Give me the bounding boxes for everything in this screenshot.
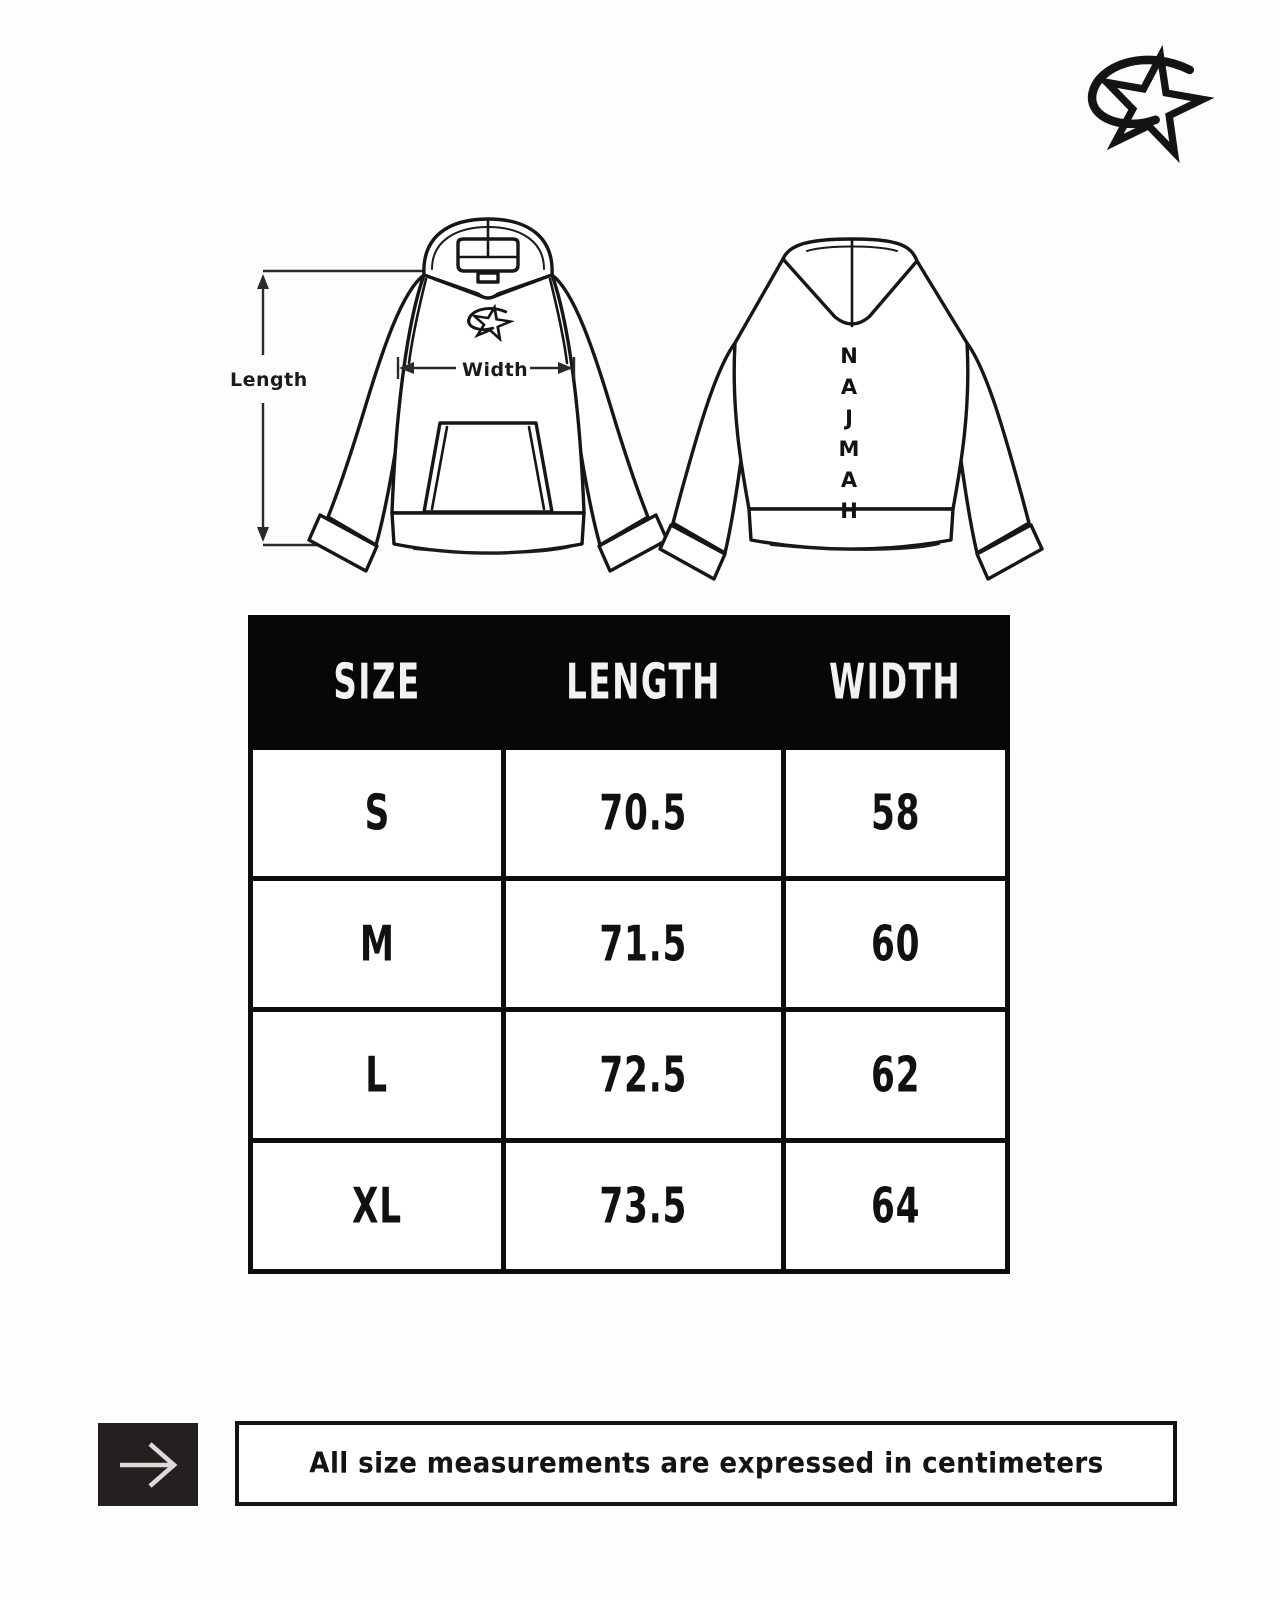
hoodie-front-diagram [230, 195, 690, 585]
table-row-m [251, 879, 1008, 1010]
width-cell: 62 [783, 1010, 1007, 1141]
column-header-width: WIDTH [783, 618, 1007, 748]
width-cell: 58 [783, 748, 1007, 879]
star-swoosh-icon [1085, 42, 1219, 166]
najmah-back-text: NAJMAH [837, 344, 861, 530]
table-row-xl [251, 1141, 1008, 1272]
width-label: Width [462, 359, 529, 381]
size-cell: L [251, 1010, 504, 1141]
length-cell: 73.5 [503, 1141, 783, 1272]
size-cell: S [251, 748, 504, 879]
length-cell: 71.5 [503, 879, 783, 1010]
note-text: All size measurements are expressed in centimeters [308, 1447, 1104, 1480]
size-cell: M [251, 879, 504, 1010]
size-table-header-row [251, 618, 1008, 748]
table-row-s [251, 748, 1008, 879]
length-label: Length [230, 369, 308, 391]
column-header-length: LENGTH [503, 618, 783, 748]
width-cell: 60 [783, 879, 1007, 1010]
length-cell: 72.5 [503, 1010, 783, 1141]
length-cell: 70.5 [503, 748, 783, 879]
table-row-l [251, 1010, 1008, 1141]
size-table-section [248, 615, 1010, 1274]
measurement-note [235, 1421, 1177, 1506]
size-table [248, 615, 1010, 1274]
size-cell: XL [251, 1141, 504, 1272]
column-header-size: SIZE [251, 618, 504, 748]
right-arrow-icon [112, 1437, 184, 1493]
next-arrow-button[interactable] [98, 1423, 198, 1506]
width-cell: 64 [783, 1141, 1007, 1272]
